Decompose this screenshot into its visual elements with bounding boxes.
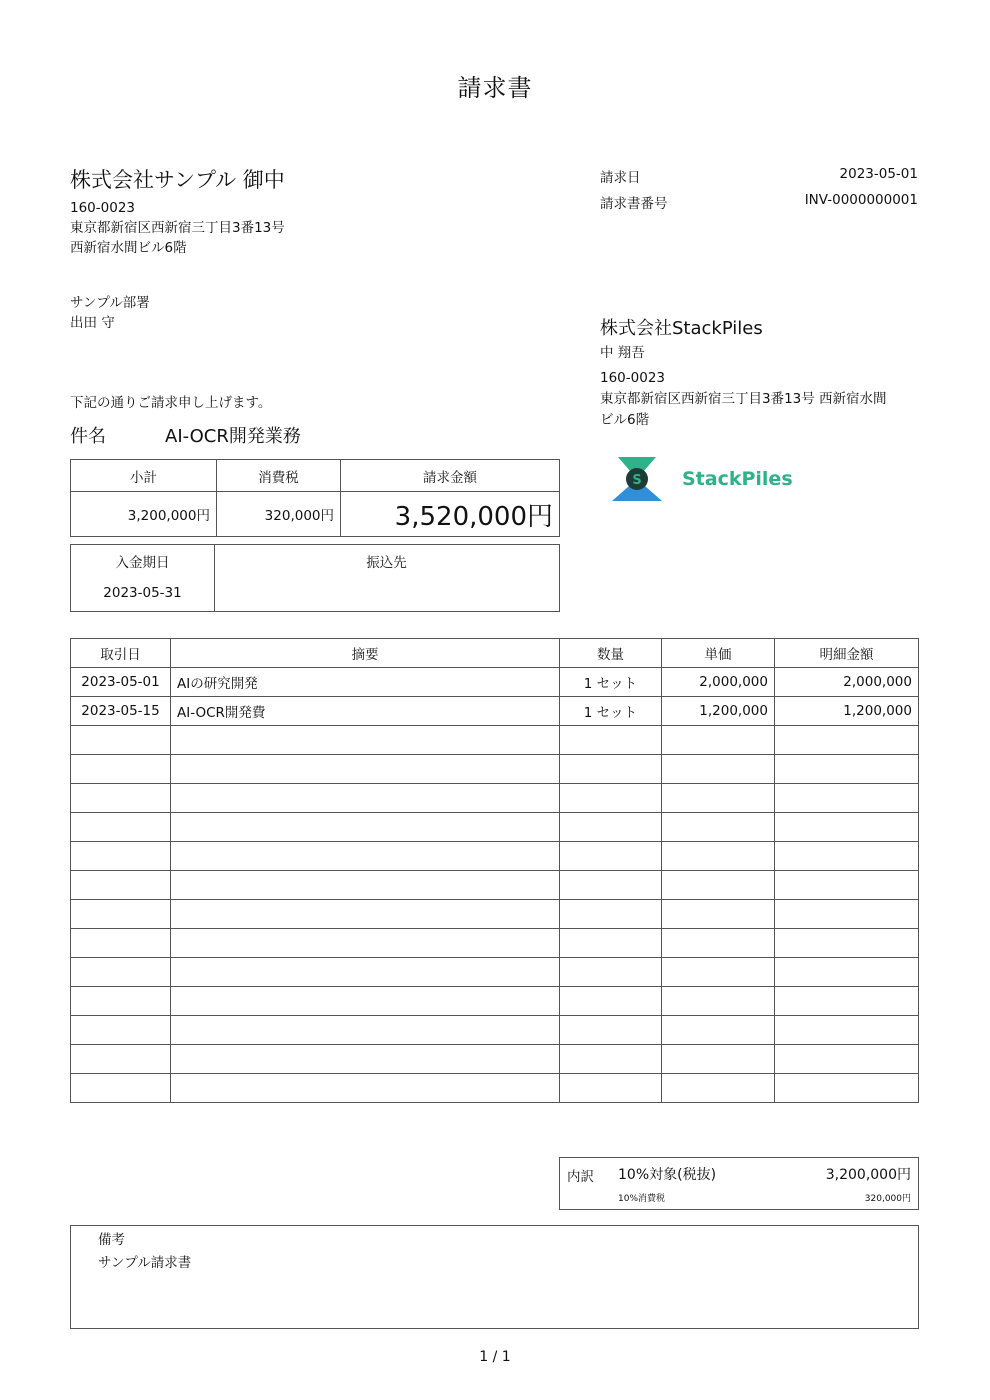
item-desc-cell xyxy=(171,784,560,813)
memo-label: 備考 xyxy=(98,1232,125,1248)
total-amount: 3,520,000円 xyxy=(341,492,560,537)
subtotal-header: 小計 xyxy=(71,460,217,492)
table-row xyxy=(71,726,919,755)
breakdown-target-label: 10%対象(税抜) xyxy=(618,1167,717,1183)
item-qty-cell: 1 セット xyxy=(560,697,662,726)
subject-row xyxy=(70,422,301,448)
item-unit-cell xyxy=(662,1016,775,1045)
total-header: 請求金額 xyxy=(341,460,560,492)
item-qty-cell xyxy=(560,871,662,900)
item-amount-cell xyxy=(775,755,919,784)
item-unit-cell xyxy=(662,929,775,958)
intro-text: 下記の通りご請求申し上げます。 xyxy=(70,395,272,411)
breakdown-tax-label: 10%消費税 xyxy=(618,1194,666,1204)
item-amount-cell xyxy=(775,929,919,958)
table-row xyxy=(71,668,919,697)
invoice-number-row xyxy=(600,192,918,212)
item-desc-cell xyxy=(171,987,560,1016)
item-date-cell xyxy=(71,755,171,784)
client-name: 株式会社サンプル 御中 xyxy=(70,168,285,192)
item-date-cell xyxy=(71,726,171,755)
item-unit-cell xyxy=(662,755,775,784)
item-amount-cell xyxy=(775,987,919,1016)
item-date-cell xyxy=(71,813,171,842)
item-qty-cell xyxy=(560,813,662,842)
table-row xyxy=(71,1045,919,1074)
item-unit-cell xyxy=(662,842,775,871)
table-row xyxy=(71,871,919,900)
issuer-postal: 160-0023 xyxy=(600,370,665,386)
item-desc-cell xyxy=(171,958,560,987)
subject-label: 件名 xyxy=(70,426,106,447)
item-qty-cell: 1 セット xyxy=(560,668,662,697)
due-date-cell xyxy=(71,545,215,611)
item-qty-cell xyxy=(560,958,662,987)
col-date-header: 取引日 xyxy=(71,639,171,668)
item-date-cell xyxy=(71,900,171,929)
invoice-number-label: 請求書番号 xyxy=(600,196,668,212)
item-amount-cell xyxy=(775,784,919,813)
issuer-logo xyxy=(612,457,793,501)
item-qty-cell xyxy=(560,784,662,813)
table-row xyxy=(71,1074,919,1103)
table-row xyxy=(71,900,919,929)
tax-breakdown xyxy=(559,1157,919,1210)
item-qty-cell xyxy=(560,755,662,784)
col-unit-header: 単価 xyxy=(662,639,775,668)
item-qty-cell xyxy=(560,929,662,958)
col-qty-header: 数量 xyxy=(560,639,662,668)
subject-value: AI-OCR開発業務 xyxy=(165,426,301,447)
col-amount-header: 明細金額 xyxy=(775,639,919,668)
client-department: サンプル部署 xyxy=(70,295,150,311)
table-row xyxy=(71,813,919,842)
item-unit-cell xyxy=(662,987,775,1016)
page-indicator: 1 / 1 xyxy=(479,1349,511,1365)
item-date-cell: 2023-05-15 xyxy=(71,697,171,726)
items-table xyxy=(70,638,919,1103)
item-date-cell xyxy=(71,929,171,958)
col-desc-header: 摘要 xyxy=(171,639,560,668)
item-unit-cell: 2,000,000 xyxy=(662,668,775,697)
item-desc-cell: AIの研究開発 xyxy=(171,668,560,697)
item-amount-cell xyxy=(775,842,919,871)
summary-table xyxy=(70,459,560,537)
item-amount-cell xyxy=(775,1074,919,1103)
item-date-cell xyxy=(71,842,171,871)
item-amount-cell: 2,000,000 xyxy=(775,668,919,697)
item-amount-cell xyxy=(775,871,919,900)
payment-box xyxy=(70,544,560,612)
item-amount-cell xyxy=(775,1045,919,1074)
item-amount-cell xyxy=(775,958,919,987)
client-address-line2: 西新宿水間ビル6階 xyxy=(70,240,187,256)
invoice-date-label: 請求日 xyxy=(600,170,641,186)
memo-text: サンプル請求書 xyxy=(98,1255,192,1271)
invoice-date-row xyxy=(600,166,918,186)
summary-header-row xyxy=(71,460,560,492)
client-contact xyxy=(70,293,150,333)
item-date-cell xyxy=(71,987,171,1016)
item-desc-cell xyxy=(171,1016,560,1045)
breakdown-target-value: 3,200,000円 xyxy=(825,1167,911,1183)
due-date-value: 2023-05-31 xyxy=(103,585,182,601)
item-qty-cell xyxy=(560,726,662,755)
item-date-cell xyxy=(71,871,171,900)
item-amount-cell xyxy=(775,900,919,929)
item-date-cell xyxy=(71,1045,171,1074)
tax-header: 消費税 xyxy=(217,460,341,492)
issuer-person: 中 翔吾 xyxy=(600,345,645,361)
item-qty-cell xyxy=(560,900,662,929)
document-title: 請求書 xyxy=(457,74,533,102)
item-unit-cell xyxy=(662,784,775,813)
item-desc-cell xyxy=(171,1074,560,1103)
issuer-name: 株式会社StackPiles xyxy=(600,318,763,339)
tax-value: 320,000円 xyxy=(217,492,341,537)
memo-box xyxy=(70,1225,919,1329)
item-amount-cell xyxy=(775,813,919,842)
item-desc-cell xyxy=(171,813,560,842)
issuer-address-line2: ビル6階 xyxy=(600,412,650,428)
item-amount-cell xyxy=(775,726,919,755)
item-amount-cell xyxy=(775,1016,919,1045)
item-date-cell xyxy=(71,958,171,987)
table-row xyxy=(71,697,919,726)
item-unit-cell: 1,200,000 xyxy=(662,697,775,726)
client-postal: 160-0023 xyxy=(70,200,135,216)
issuer-address-line1: 東京都新宿区西新宿三丁目3番13号 西新宿水間 xyxy=(600,391,887,407)
table-row xyxy=(71,929,919,958)
item-unit-cell xyxy=(662,726,775,755)
table-row xyxy=(71,958,919,987)
table-row xyxy=(71,987,919,1016)
logo-wordmark: StackPiles xyxy=(682,468,793,490)
item-qty-cell xyxy=(560,1045,662,1074)
table-row xyxy=(71,842,919,871)
item-amount-cell: 1,200,000 xyxy=(775,697,919,726)
items-header-row xyxy=(71,639,919,668)
item-qty-cell xyxy=(560,1074,662,1103)
table-row xyxy=(71,784,919,813)
item-desc-cell xyxy=(171,871,560,900)
logo-letter: S xyxy=(632,473,642,488)
item-desc-cell: AI-OCR開発費 xyxy=(171,697,560,726)
client-address xyxy=(70,198,285,258)
item-unit-cell xyxy=(662,1045,775,1074)
item-date-cell xyxy=(71,1074,171,1103)
due-date-label: 入金期日 xyxy=(115,555,170,571)
item-unit-cell xyxy=(662,871,775,900)
bank-label: 振込先 xyxy=(366,555,407,571)
breakdown-label: 内訳 xyxy=(567,1169,594,1185)
item-desc-cell xyxy=(171,900,560,929)
item-desc-cell xyxy=(171,929,560,958)
item-desc-cell xyxy=(171,726,560,755)
stackpiles-logo-icon xyxy=(612,457,662,501)
item-unit-cell xyxy=(662,813,775,842)
client-address-line1: 東京都新宿区西新宿三丁目3番13号 xyxy=(70,220,285,236)
item-date-cell: 2023-05-01 xyxy=(71,668,171,697)
item-qty-cell xyxy=(560,1016,662,1045)
invoice-date-value: 2023-05-01 xyxy=(839,166,918,182)
item-qty-cell xyxy=(560,987,662,1016)
item-desc-cell xyxy=(171,842,560,871)
table-row xyxy=(71,1016,919,1045)
item-unit-cell xyxy=(662,900,775,929)
issuer-details xyxy=(600,343,920,431)
item-date-cell xyxy=(71,1016,171,1045)
client-person: 出田 守 xyxy=(70,315,115,331)
item-date-cell xyxy=(71,784,171,813)
item-qty-cell xyxy=(560,842,662,871)
summary-value-row xyxy=(71,492,560,537)
bank-cell xyxy=(214,545,559,611)
subtotal-value: 3,200,000円 xyxy=(71,492,217,537)
item-desc-cell xyxy=(171,755,560,784)
breakdown-tax-value: 320,000円 xyxy=(864,1194,911,1204)
item-unit-cell xyxy=(662,1074,775,1103)
invoice-number-value: INV-0000000001 xyxy=(804,192,918,208)
item-desc-cell xyxy=(171,1045,560,1074)
table-row xyxy=(71,755,919,784)
item-unit-cell xyxy=(662,958,775,987)
